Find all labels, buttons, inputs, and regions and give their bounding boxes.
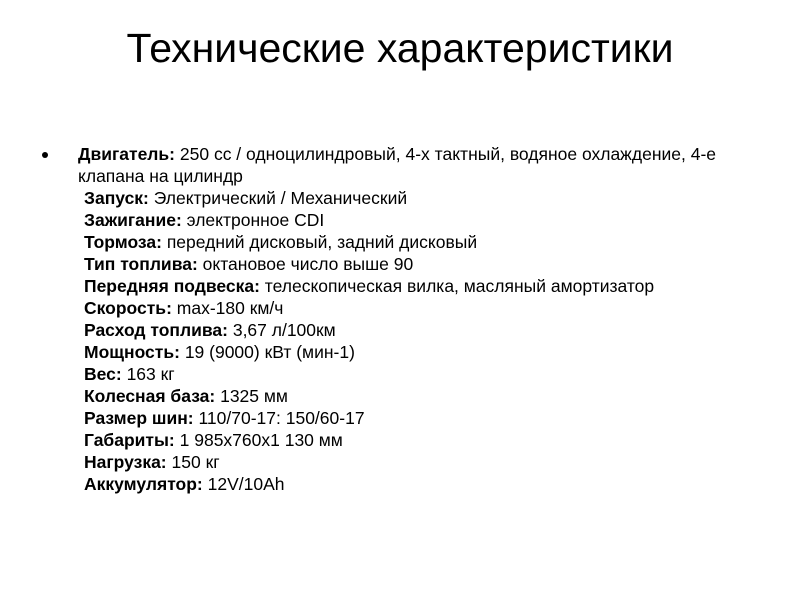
spec-battery	[78, 473, 732, 495]
spec-value: октановое число выше 90	[197, 254, 414, 274]
spec-key: Тормоза:	[84, 232, 162, 252]
spec-key: Размер шин:	[84, 408, 194, 428]
spec-brakes	[78, 231, 732, 253]
spec-value: 250 сс / одноцилиндровый, 4-х тактный, водяное охлаждение, 4-е клапана на цилиндр	[78, 144, 717, 186]
spec-value: 12V/10Ah	[202, 474, 285, 494]
spec-start	[78, 187, 732, 209]
spec-speed	[78, 297, 732, 319]
spec-load	[78, 451, 732, 473]
spec-key: Нагрузка:	[84, 452, 167, 472]
spec-value: 163 кг	[121, 364, 175, 384]
spec-power	[78, 341, 732, 363]
spec-key: Колесная база:	[84, 386, 216, 406]
spec-front-suspension	[78, 275, 732, 297]
spec-value: 110/70-17: 150/60-17	[193, 408, 365, 428]
spec-fuel-consumption	[78, 319, 732, 341]
slide-title: Технические характеристики	[126, 25, 674, 71]
spec-key: Мощность:	[84, 342, 180, 362]
spec-key: Зажигание:	[84, 210, 182, 230]
spec-key: Габариты:	[84, 430, 175, 450]
spec-key: Скорость:	[84, 298, 172, 318]
spec-value: 1 985x760x1 130 мм	[174, 430, 343, 450]
spec-key: Расход топлива:	[84, 320, 228, 340]
bullet-icon	[42, 152, 48, 158]
spec-wheelbase	[78, 385, 732, 407]
spec-fuel-type	[78, 253, 732, 275]
spec-engine	[78, 143, 732, 187]
spec-tire-size	[78, 407, 732, 429]
spec-value: электронное CDI	[181, 210, 325, 230]
spec-key: Передняя подвеска:	[84, 276, 260, 296]
spec-value: max-180 км/ч	[171, 298, 284, 318]
spec-key: Тип топлива:	[84, 254, 198, 274]
spec-value: передний дисковый, задний дисковый	[161, 232, 478, 252]
spec-list	[42, 143, 732, 495]
spec-value: Электрический / Механический	[148, 188, 408, 208]
spec-value: телескопическая вилка, масляный амортизатор	[259, 276, 655, 296]
spec-dimensions	[78, 429, 732, 451]
spec-value: 1325 мм	[215, 386, 288, 406]
spec-key: Вес:	[84, 364, 122, 384]
spec-key: Запуск:	[84, 188, 149, 208]
spec-value: 3,67 л/100км	[227, 320, 336, 340]
spec-key: Аккумулятор:	[84, 474, 203, 494]
list-item	[42, 143, 732, 495]
spec-weight	[78, 363, 732, 385]
spec-value: 19 (9000) кВт (мин-1)	[179, 342, 355, 362]
spec-key: Двигатель:	[78, 144, 176, 164]
spec-ignition	[78, 209, 732, 231]
spec-value: 150 кг	[166, 452, 220, 472]
